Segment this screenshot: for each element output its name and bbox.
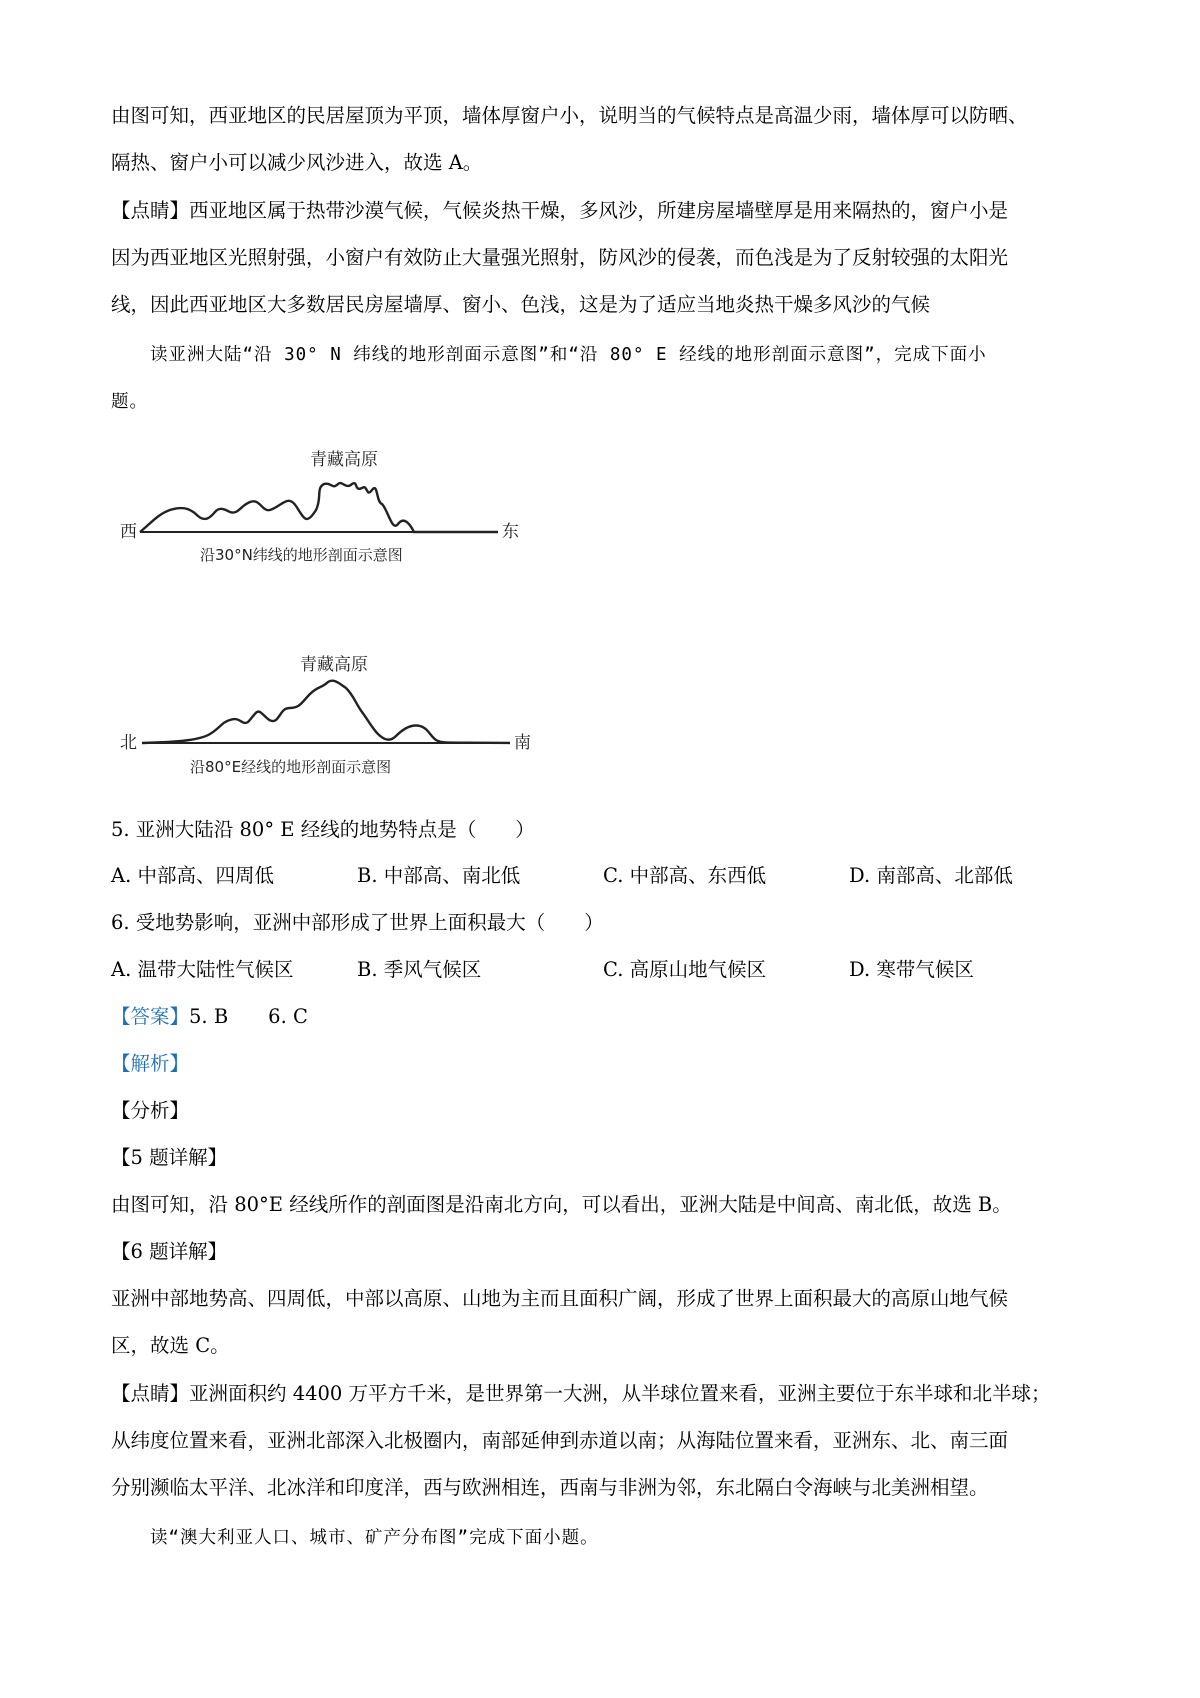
profile-figure-80e	[110, 650, 540, 780]
point-2-text: 亚洲面积约 4400 万平方千米，是世界第一大洲，从半球位置来看，亚洲主要位于东半球和北半球；	[189, 1382, 1051, 1405]
question-6-option-b: B. 季风气候区	[357, 958, 482, 981]
figure-1-east-label: 东	[502, 522, 519, 542]
intro-line-1: 由图可知，西亚地区的民居屋顶为平顶，墙体厚窗户小，说明当的气候特点是高温少雨，墙体厚可以防晒、	[111, 104, 1028, 127]
answer-line	[111, 1004, 1101, 1030]
intro-line-2: 隔热、窗户小可以减少风沙进入，故选 A。	[111, 151, 483, 174]
reading-1-line-1: 读亚洲大陆“沿 30° N 纬线的地形剖面示意图”和“沿 80° E 经线的地形剖面示意图”，完成下面小	[150, 345, 987, 365]
point-2-line-1	[111, 1381, 1101, 1407]
answer-5: 5. B	[189, 1005, 229, 1028]
reading-2-line-1: 读“澳大利亚人口、城市、矿产分布图”完成下面小题。	[150, 1528, 599, 1548]
figure-1-title: 青藏高原	[310, 450, 378, 470]
figure-2-terrain-profile	[142, 681, 510, 743]
analysis-tag: 【解析】	[111, 1052, 190, 1075]
detail-5-text: 由图可知，沿 80°E 经线所作的剖面图是沿南北方向，可以看出，亚洲大陆是中间高、南北低，故选 B。	[111, 1193, 1012, 1216]
figure-1-west-label: 西	[120, 522, 137, 542]
question-6-option-a: A. 温带大陆性气候区	[111, 958, 294, 981]
detail-5-tag: 【5 题详解】	[111, 1146, 228, 1169]
question-6-option-c: C. 高原山地气候区	[603, 958, 767, 981]
point-1-line-3: 线，因此西亚地区大多数居民房屋墙厚、窗小、色浅，这是为了适应当地炎热干燥多风沙的气候	[111, 293, 931, 316]
answer-6: 6. C	[268, 1005, 308, 1028]
point-2-line-2: 从纬度位置来看，亚洲北部深入北极圈内，南部延伸到赤道以南；从海陆位置来看，亚洲东、北、南三面	[111, 1429, 1009, 1452]
point-2-tag: 【点睛】	[111, 1382, 190, 1405]
figure-2-south-label: 南	[514, 733, 531, 753]
answer-tag: 【答案】	[111, 1005, 190, 1028]
question-6-stem: 6. 受地势影响，亚洲中部形成了世界上面积最大（ ）	[111, 911, 604, 934]
profile-figure-30n	[110, 440, 530, 570]
figure-2-title: 青藏高原	[300, 655, 368, 675]
point-1-tag: 【点睛】	[111, 199, 190, 222]
question-5-option-a: A. 中部高、四周低	[111, 864, 274, 887]
point-1-line-1	[111, 198, 1101, 224]
figure-1-terrain-profile	[140, 483, 498, 532]
question-6-option-d: D. 寒带气候区	[849, 958, 974, 981]
point-2-line-3: 分别濒临太平洋、北冰洋和印度洋，西与欧洲相连，西南与非洲为邻，东北隔白令海峡与北美洲相望。	[111, 1476, 989, 1499]
question-5-option-b: B. 中部高、南北低	[357, 864, 521, 887]
question-5-option-c: C. 中部高、东西低	[603, 864, 767, 887]
reading-1-line-2: 题。	[111, 392, 148, 412]
question-5-stem: 5. 亚洲大陆沿 80° E 经线的地势特点是（ ）	[111, 818, 535, 841]
fenxi-tag: 【分析】	[111, 1099, 190, 1122]
point-1-text: 西亚地区属于热带沙漠气候，气候炎热干燥，多风沙，所建房屋墙壁厚是用来隔热的，窗户小是	[189, 199, 1009, 222]
question-5-option-d: D. 南部高、北部低	[849, 864, 1013, 887]
detail-6-tag: 【6 题详解】	[111, 1240, 228, 1263]
point-1-line-2: 因为西亚地区光照射强，小窗户有效防止大量强光照射，防风沙的侵袭，而色浅是为了反射较强的太阳光	[111, 246, 1009, 269]
detail-6-line-2: 区，故选 C。	[111, 1334, 230, 1357]
figure-2-caption: 沿80°E经线的地形剖面示意图	[190, 758, 392, 776]
figure-2-north-label: 北	[120, 733, 137, 753]
figure-1-caption: 沿30°N纬线的地形剖面示意图	[200, 546, 403, 564]
detail-6-line-1: 亚洲中部地势高、四周低，中部以高原、山地为主而且面积广阔，形成了世界上面积最大的高原山地气候	[111, 1287, 1009, 1310]
